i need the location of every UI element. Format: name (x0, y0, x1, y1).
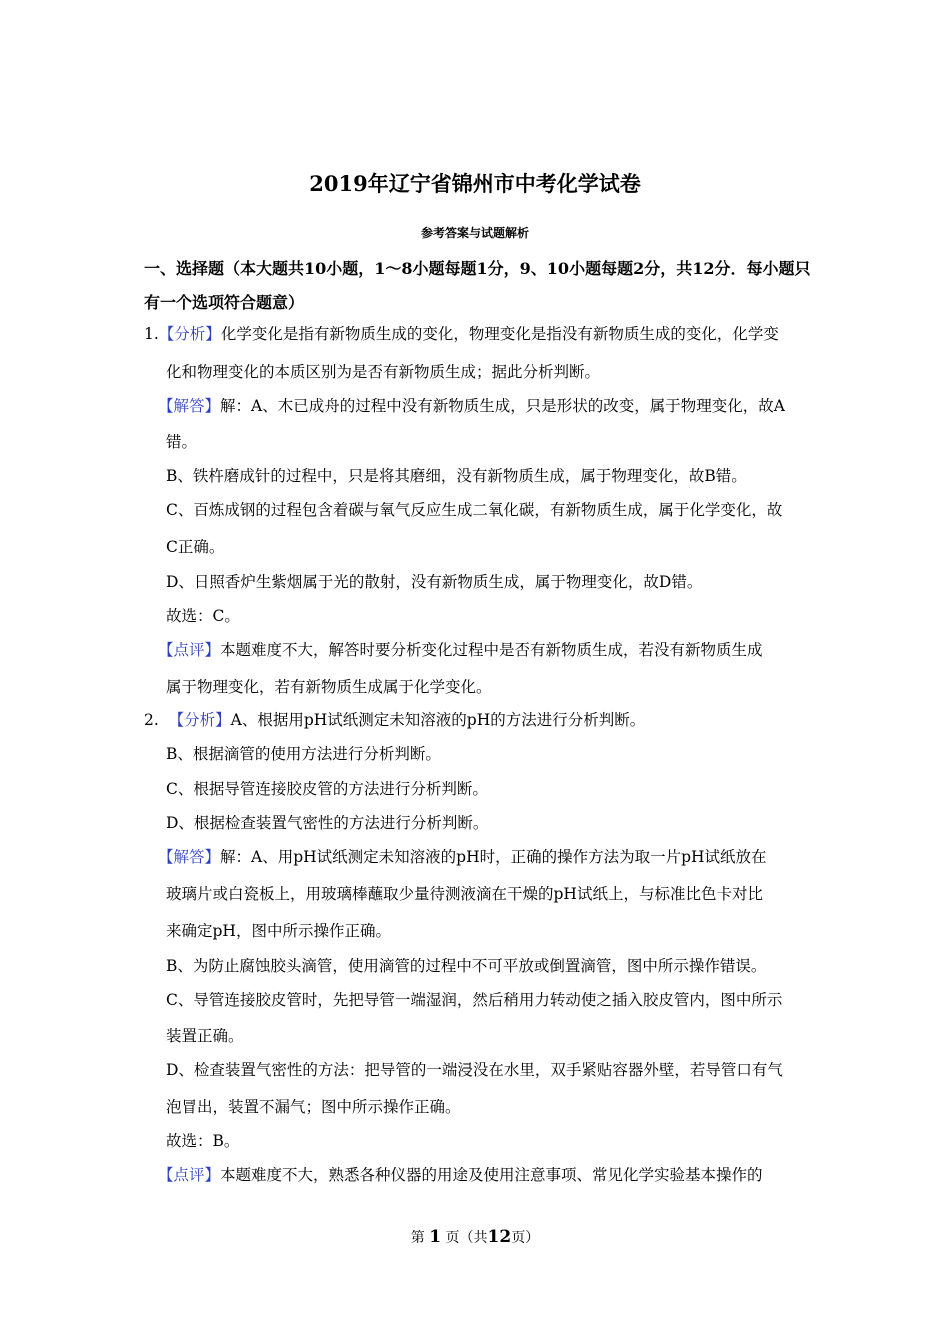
q1-answer-text: 解：A、木已成舟的过程中没有新物质生成，只是形状的改变，属于物理变化，故A (220, 397, 785, 415)
q1-number: 1. (144, 325, 159, 343)
q1-option-b: B、铁杵磨成针的过程中，只是将其磨细，没有新物质生成，属于物理变化，故B错。 (166, 467, 747, 485)
q2-answer-line-2: 玻璃片或白瓷板上，用玻璃棒蘸取少量待测液滴在干燥的pH试纸上，与标准比色卡对比 (166, 885, 763, 903)
q1-analysis-text: 化学变化是指有新物质生成的变化，物理变化是指没有新物质生成的变化，化学变 (220, 325, 779, 343)
q1-answer-line-1 (158, 395, 785, 417)
q2-option-b: B、为防止腐蚀胶头滴管，使用滴管的过程中不可平放或倒置滴管，图中所示操作错误。 (166, 957, 767, 975)
footer-prefix: 第 (410, 1230, 425, 1246)
q1-answer-line-2: 错。 (166, 433, 198, 451)
page-footer (0, 1227, 950, 1247)
q2-option-d-line-2: 泡冒出，装置不漏气；图中所示操作正确。 (166, 1098, 461, 1116)
comment-label: 【点评】 (158, 1166, 221, 1184)
q2-analysis-line-b: B、根据滴管的使用方法进行分析判断。 (166, 745, 441, 763)
answer-label: 【解答】 (158, 848, 221, 866)
footer-mid: 页（共 (445, 1230, 488, 1246)
q2-answer-text: 解：A、用pH试纸测定未知溶液的pH时，正确的操作方法为取一片pH试纸放在 (220, 848, 767, 866)
q2-answer-line-1 (158, 846, 767, 868)
answer-label: 【解答】 (158, 397, 221, 415)
q2-analysis-line-a (144, 709, 645, 731)
section-heading-line-1: 一、选择题（本大题共10小题，1～8小题每题1分，9、10小题每题2分，共12分．每小题只 (144, 259, 811, 278)
analysis-label: 【分析】 (158, 325, 221, 343)
footer-total-pages: 12 (487, 1227, 512, 1247)
q2-answer-line-3: 来确定pH，图中所示操作正确。 (166, 922, 391, 940)
q1-option-c-line-2: C正确。 (166, 538, 225, 556)
analysis-label: 【分析】 (168, 711, 231, 729)
q1-option-c-line-1: C、百炼成钢的过程包含着碳与氧气反应生成二氧化碳，有新物质生成，属于化学变化，故 (166, 501, 783, 519)
q2-comment-line-1 (158, 1164, 763, 1186)
q2-number: 2. (144, 711, 159, 729)
footer-suffix: 页） (511, 1230, 540, 1246)
q1-analysis-line-2: 化和物理变化的本质区别为是否有新物质生成；据此分析判断。 (166, 363, 601, 381)
q1-comment-line-2: 属于物理变化，若有新物质生成属于化学变化。 (166, 678, 492, 696)
comment-label: 【点评】 (158, 641, 221, 659)
section-heading-line-2: 有一个选项符合题意） (144, 293, 305, 312)
q1-comment-line-1 (158, 639, 763, 661)
q2-option-c-line-2: 装置正确。 (166, 1027, 244, 1045)
q2-comment-text: 本题难度不大，熟悉各种仪器的用途及使用注意事项、常见化学实验基本操作的 (220, 1166, 763, 1184)
q2-analysis-line-d: D、根据检查装置气密性的方法进行分析判断。 (166, 814, 489, 832)
footer-page-number: 1 (429, 1227, 442, 1247)
q2-analysis-line-c: C、根据导管连接胶皮管的方法进行分析判断。 (166, 780, 488, 798)
q2-choice: 故选：B。 (166, 1132, 240, 1150)
q1-option-d: D、日照香炉生紫烟属于光的散射，没有新物质生成，属于物理变化，故D错。 (166, 573, 703, 591)
q2-option-c-line-1: C、导管连接胶皮管时，先把导管一端湿润，然后稍用力转动使之插入胶皮管内，图中所示 (166, 991, 783, 1009)
q1-choice: 故选：C。 (166, 607, 240, 625)
q1-comment-text: 本题难度不大，解答时要分析变化过程中是否有新物质生成，若没有新物质生成 (220, 641, 763, 659)
q1-analysis-line-1 (144, 323, 779, 345)
page-subtitle: 参考答案与试题解析 (420, 226, 529, 240)
q2-option-d-line-1: D、检查装置气密性的方法：把导管的一端浸没在水里，双手紧贴容器外壁，若导管口有气 (166, 1061, 783, 1079)
page-title: 2019年辽宁省锦州市中考化学试卷 (309, 171, 641, 196)
q2-analysis-a-text: A、根据用pH试纸测定未知溶液的pH的方法进行分析判断。 (230, 711, 646, 729)
